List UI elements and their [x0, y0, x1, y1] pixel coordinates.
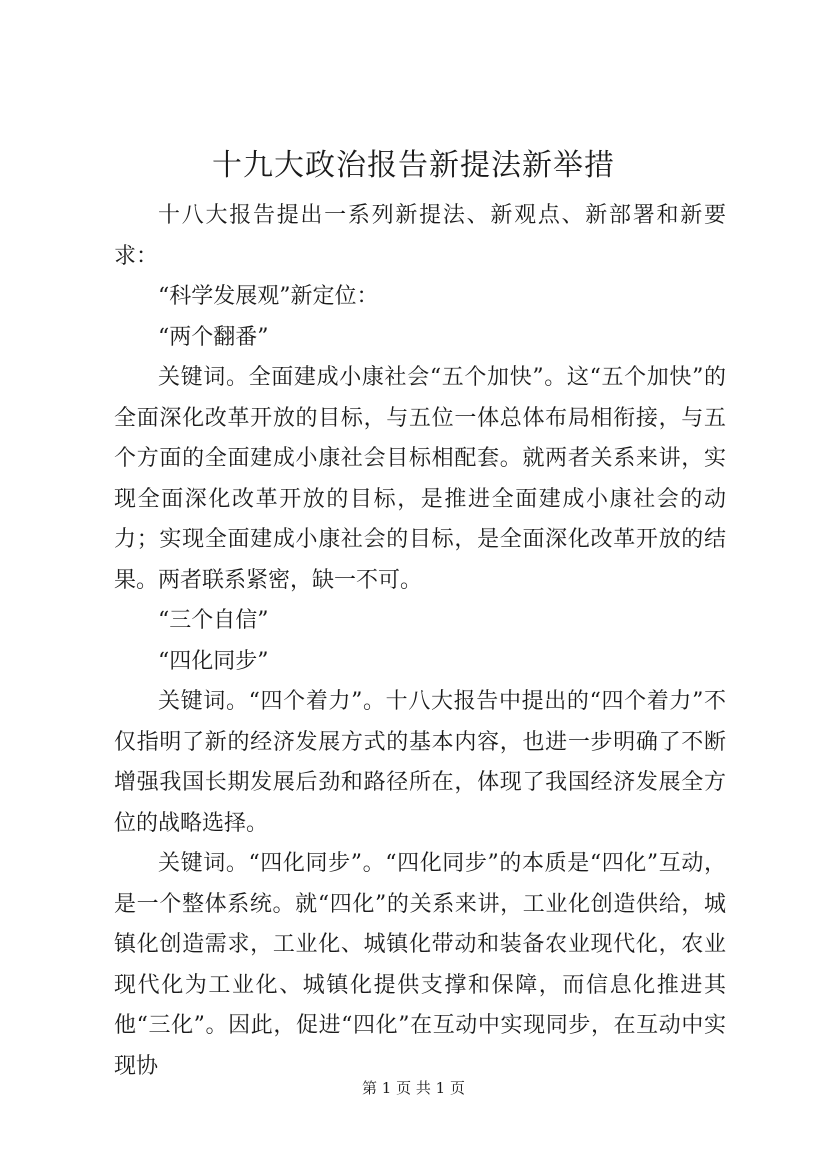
paragraph: “四化同步”	[158, 648, 269, 674]
paragraph: 关键词。“四个着力”。十八大报告中提出的“四个着力”不仅指明了新的经济发展方式的基本内容，也进一步明确了不断增强我国长期发展后劲和路径所在，体现了我国经济发展全方位的战略选择。	[114, 689, 726, 836]
document-body	[114, 196, 726, 1087]
paragraph: 十八大报告提出一系列新提法、新观点、新部署和新要求：	[114, 203, 726, 269]
document-title: 十九大政治报告新提法新举措	[212, 148, 615, 183]
paragraph: “三个自信”	[158, 608, 269, 633]
paragraph: “两个翻番”	[158, 324, 269, 350]
paragraph: “科学发展观”新定位：	[158, 284, 379, 309]
page-number-footer: 第 1 页 共 1 页	[362, 1079, 465, 1097]
paragraph: 关键词。“四化同步”。“四化同步”的本质是“四化”互动，是一个整体系统。就“四化”的关系来讲，工业化创造供给，城镇化创造需求，工业化、城镇化带动和装备农业现代化，农业现代化为工业化、城镇化提供支撑和保障，而信息化推进其他“三化”。因此，促进“四化”在互动中实现同步，在互动中实现协	[114, 851, 726, 1079]
paragraph: 关键词。全面建成小康社会“五个加快”。这“五个加快”的全面深化改革开放的目标，与五位一体总体布局相衔接，与五个方面的全面建成小康社会目标相配套。就两者关系来讲，实现全面深化改革开放的目标，是推进全面建成小康社会的动力；实现全面建成小康社会的目标，是全面深化改革开放的结果。两者联系紧密，缺一不可。	[114, 365, 726, 593]
